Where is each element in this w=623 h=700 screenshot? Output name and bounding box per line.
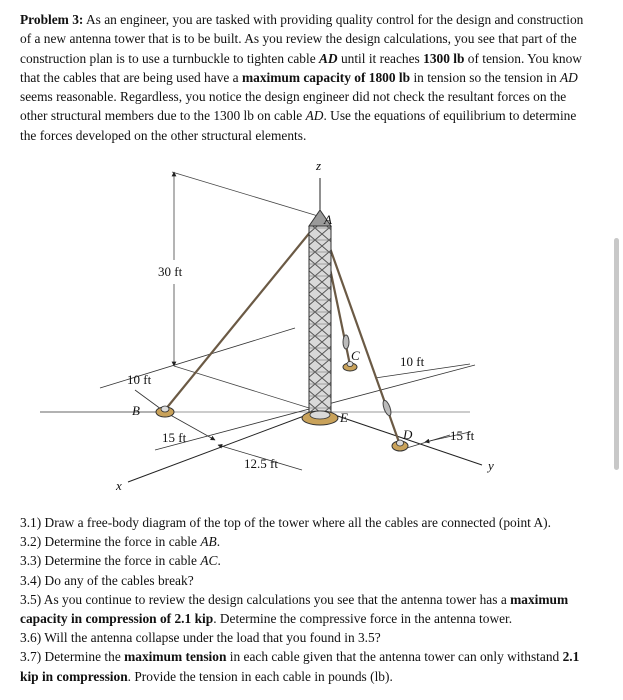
problem-heading: Problem 3: (20, 12, 84, 27)
question-6: 3.6) Will the antenna collapse under the load that you found in 3.5? (20, 630, 381, 646)
question-3 (20, 551, 600, 570)
problem-text: of tension. You know that the cables that are being used have a (20, 50, 582, 85)
height-dimension (172, 172, 322, 412)
question-text: 3.2) Determine the force in cable (20, 534, 201, 550)
problem-statement (20, 10, 595, 145)
label-z: z (316, 158, 322, 173)
problem-text: . Use the equations of equilibrium to determine the forces developed on the other structural elements. (20, 108, 577, 143)
max-capacity: maximum capacity of 1800 lb (241, 69, 411, 85)
question-emphasis: maximum capacity in compression of 2.1 kip (20, 591, 569, 627)
dim-d-offset: 15 ft (450, 428, 475, 443)
question-list (20, 513, 600, 686)
dim-c-offset: 10 ft (400, 354, 425, 369)
x-axis (128, 410, 320, 482)
label-c: C (351, 348, 360, 363)
cables (165, 220, 400, 445)
label-x: x (116, 478, 122, 493)
question-text: 3.5) As you continue to review the design calculations you see that the antenna tower has a (20, 591, 511, 607)
dim-e-offset: 12.5 ft (244, 456, 278, 471)
turnbuckle-ad (381, 399, 392, 416)
question-4: 3.4) Do any of the cables break? (20, 572, 194, 588)
turnbuckle-ac (343, 335, 349, 349)
label-d: D (403, 427, 413, 442)
problem-text: in tension so the tension in (410, 69, 560, 85)
problem-text: seems reasonable. Regardless, you notice the design engineer did not check the resultant forces on the other structural members due to the 1300 lb on cable (20, 89, 567, 124)
question-1: 3.1) Draw a free-body diagram of the top of the tower where all the cables are connected (point A). (20, 515, 551, 530)
question-emphasis: 2.1 kip in compression (20, 649, 580, 684)
dim-b-offset: 10 ft (127, 372, 152, 387)
cable-ad-ref: AD (560, 69, 578, 85)
base-e (302, 411, 338, 425)
question-text: . Provide the tension in each cable in pounds (lb). (127, 668, 393, 684)
label-a: A (324, 212, 332, 227)
question-5 (20, 590, 600, 628)
scrollbar[interactable] (614, 238, 619, 470)
question-text: . (217, 553, 221, 569)
cable-ab (165, 220, 320, 410)
guide-lines (40, 328, 475, 470)
problem-text: until it reaches (337, 50, 424, 66)
cable-ref: AB (200, 534, 217, 550)
label-b: B (132, 403, 140, 418)
question-2 (20, 532, 600, 551)
cable-ad-ref: AD (318, 50, 338, 66)
question-text: . Determine the compressive force in the antenna tower. (213, 611, 513, 627)
question-text: . (216, 534, 221, 550)
question-text: 3.3) Determine the force in cable (20, 553, 201, 569)
problem-text: As an engineer, you are tasked with providing quality control for the design and construction of a new antenna tower that is to be built. As you review the design calculations, you see that part of the construction plan is to use a turnbuckle to tighten cable (20, 12, 584, 66)
tension-value: 1300 lb (423, 50, 465, 66)
antenna-tower (309, 210, 331, 412)
question-emphasis: maximum tension (124, 649, 227, 665)
tower-diagram (0, 150, 600, 500)
label-e: E (340, 410, 348, 425)
cable-ref: AC (200, 553, 218, 569)
dim-b-along-x: 15 ft (162, 430, 187, 445)
dim-height: 30 ft (158, 264, 183, 279)
cable-ad-ref: AD (305, 108, 324, 124)
question-text: 3.7) Determine the (20, 649, 125, 665)
label-y: y (488, 458, 494, 473)
question-text: in each cable given that the antenna tower can only withstand (226, 649, 563, 665)
question-7 (20, 647, 600, 685)
